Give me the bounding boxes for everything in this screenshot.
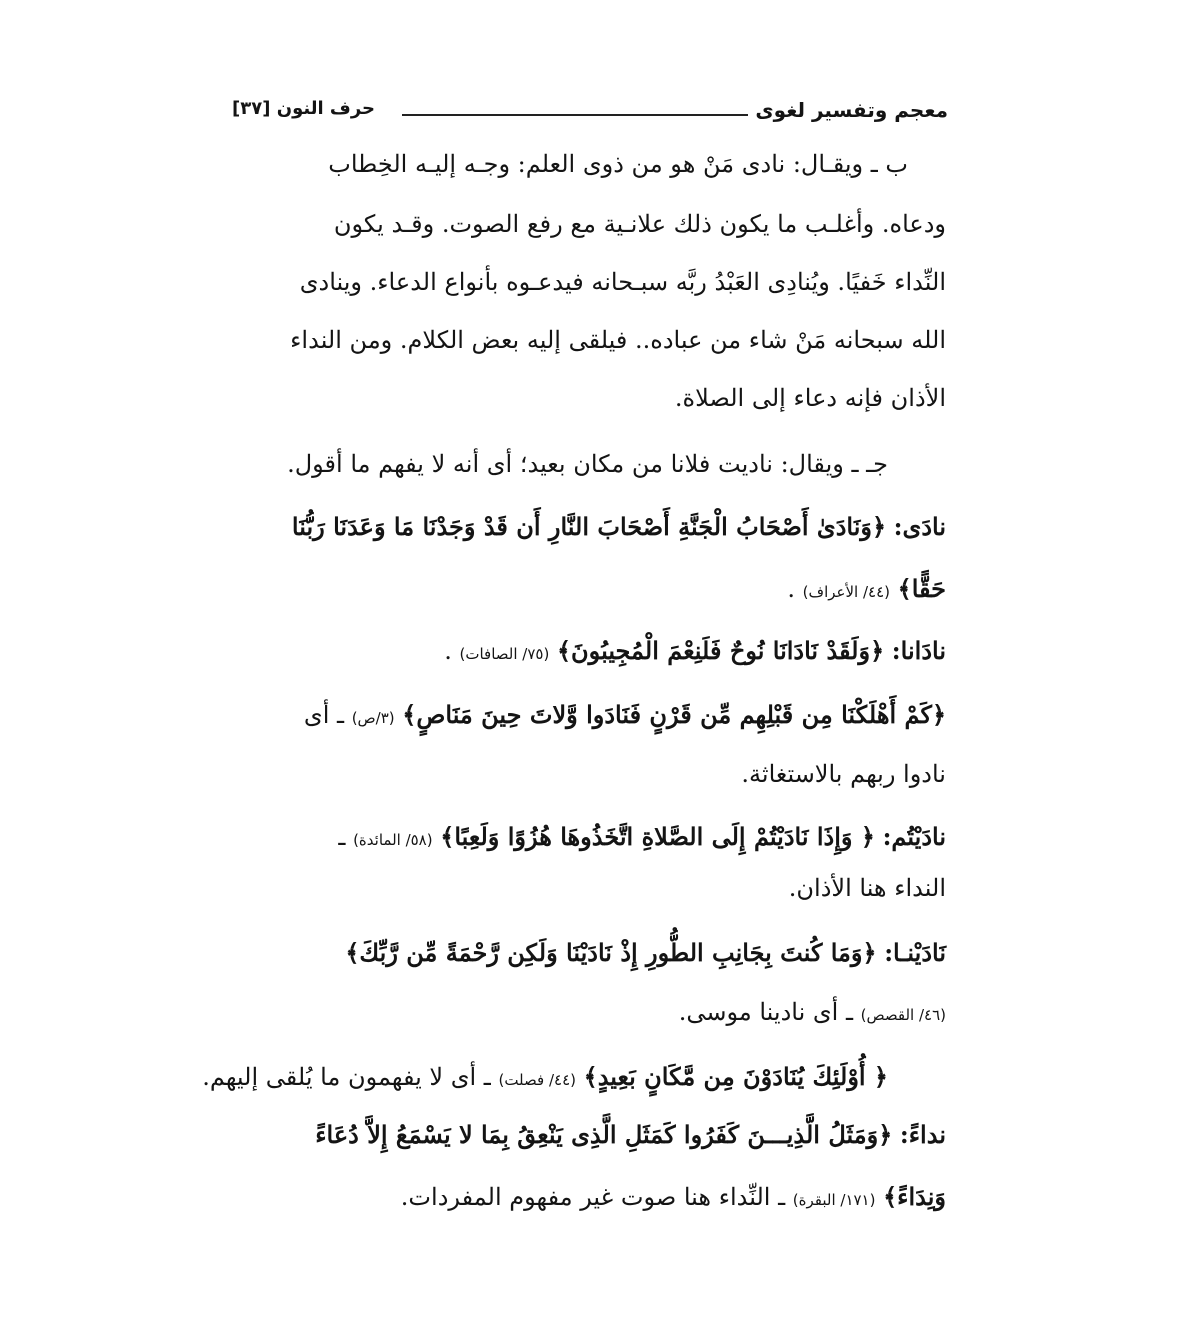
quran-verse-end: حَقًّا﴾ <box>897 574 946 603</box>
para-line-3: النِّداء خَفيًا. ويُنادِى العَبْدُ ربَّه سبـحانه فيدعـوه بأنواع الدعاء. وينادى <box>299 268 946 296</box>
quran-verse: ﴿ وَإِذَا نَادَيْتُمْ إِلَى الصَّلاةِ اتَّخَذُوهَا هُزُوًا وَلَعِبًا﴾ <box>440 822 875 851</box>
para-line-1: ب ـ ويقـال: نادى مَنْ هو من ذوى العلم: وجـه إليـه الخِطاب <box>328 150 908 178</box>
gloss: ـ النِّداء هنا صوت غير مفهوم المفردات. <box>400 1183 786 1211</box>
gloss: ـ أى نادينا موسى. <box>678 998 853 1026</box>
entry-nidaa <box>234 1120 946 1149</box>
header-rule <box>402 114 748 116</box>
entry-word: نادَى: <box>893 512 946 541</box>
entry-ulaika <box>202 1062 946 1091</box>
entry-kam-ahlakna <box>234 700 946 729</box>
verse-reference: (٣/ص) <box>351 709 395 727</box>
entry-kam-ahlakna-gloss: نادوا ربهم بالاستغاثة. <box>741 760 946 788</box>
quran-verse: ﴿وَلَقَدْ نَادَانَا نُوحٌ فَلَنِعْمَ الْمُجِيبُونَ﴾ <box>556 636 885 665</box>
para-jim: جـ ـ ويقال: ناديت فلانا من مكان بعيد؛ أى أنه لا يفهم ما أقول. <box>287 450 888 478</box>
quran-verse: ﴿وَمَا كُنتَ بِجَانِبِ الطُّورِ إِذْ نَادَيْنَا وَلَكِن رَّحْمَةً مِّن رَّبِّكَ﴾ <box>345 938 877 967</box>
entry-word: نَادَيْنـا: <box>884 938 946 967</box>
entry-word: نادَانا: <box>891 636 946 665</box>
entry-nada <box>234 512 946 541</box>
entry-nadana <box>234 636 946 665</box>
quran-verse: ﴿وَمَثَلُ الَّذِيـــنَ كَفَرُوا كَمَثَلِ الَّذِى يَنْعِقُ بِمَا لا يَسْمَعُ إِلاَّ دُعَاءً <box>315 1120 893 1149</box>
entry-word: نداءً: <box>899 1120 946 1149</box>
period: . <box>444 637 452 665</box>
verse-reference: (٥٨/ المائدة) <box>353 831 433 849</box>
verse-reference: (٤٦/ القصص) <box>860 1006 946 1024</box>
entry-nadaytum <box>234 822 946 851</box>
verse-reference: (٧٥/ الصافات) <box>459 645 550 663</box>
quran-verse: ﴿ أُوْلَئِكَ يُنَادَوْنَ مِن مَّكَانٍ بَعِيدٍ﴾ <box>583 1062 888 1091</box>
quran-verse-end: وَنِدَاءً﴾ <box>883 1182 946 1211</box>
verse-reference: (١٧١/ البقرة) <box>792 1191 876 1209</box>
verse-reference: (٤٤/ الأعراف) <box>802 583 890 601</box>
entry-word: نادَيْتُم: <box>882 822 946 851</box>
section-title: حرف النون [٣٧] <box>232 98 375 119</box>
para-line-2: ودعاه. وأغلـب ما يكون ذلك علانـية مع رفع الصوت. وقـد يكون <box>333 210 946 238</box>
para-line-5: الأذان فإنه دعاء إلى الصلاة. <box>674 384 946 412</box>
verse-reference: (٤٤/ فصلت) <box>498 1071 576 1089</box>
entry-nada-cont <box>234 574 946 603</box>
gloss: ـ أى لا يفهمون ما يُلقى إليهم. <box>202 1063 491 1091</box>
entry-nadayna <box>234 938 946 967</box>
gloss-start: ـ أى <box>303 701 345 729</box>
quran-verse: ﴿كَمْ أَهْلَكْنَا مِن قَبْلِهِم مِّن قَرْنٍ فَنَادَوا وَّلاتَ حِينَ مَنَاصٍ﴾ <box>402 700 946 729</box>
book-title: معجم وتفسير لغوى <box>755 98 948 122</box>
page-header <box>232 98 948 134</box>
entry-nadaytum-gloss: النداء هنا الأذان. <box>788 874 946 902</box>
period: . <box>787 575 796 603</box>
entry-nidaa-cont <box>234 1182 946 1211</box>
quran-verse: ﴿وَنَادَىٰ أَصْحَابُ الْجَنَّةِ أَصْحَابَ النَّارِ أَن قَدْ وَجَدْنَا مَا وَعَدَنَا رَبُّنَا <box>291 512 887 541</box>
para-line-4: الله سبحانه مَنْ شاء من عباده.. فيلقى إليه بعض الكلام. ومن النداء <box>290 326 946 354</box>
entry-nadayna-cont <box>234 998 946 1026</box>
dash: ـ <box>338 823 346 851</box>
